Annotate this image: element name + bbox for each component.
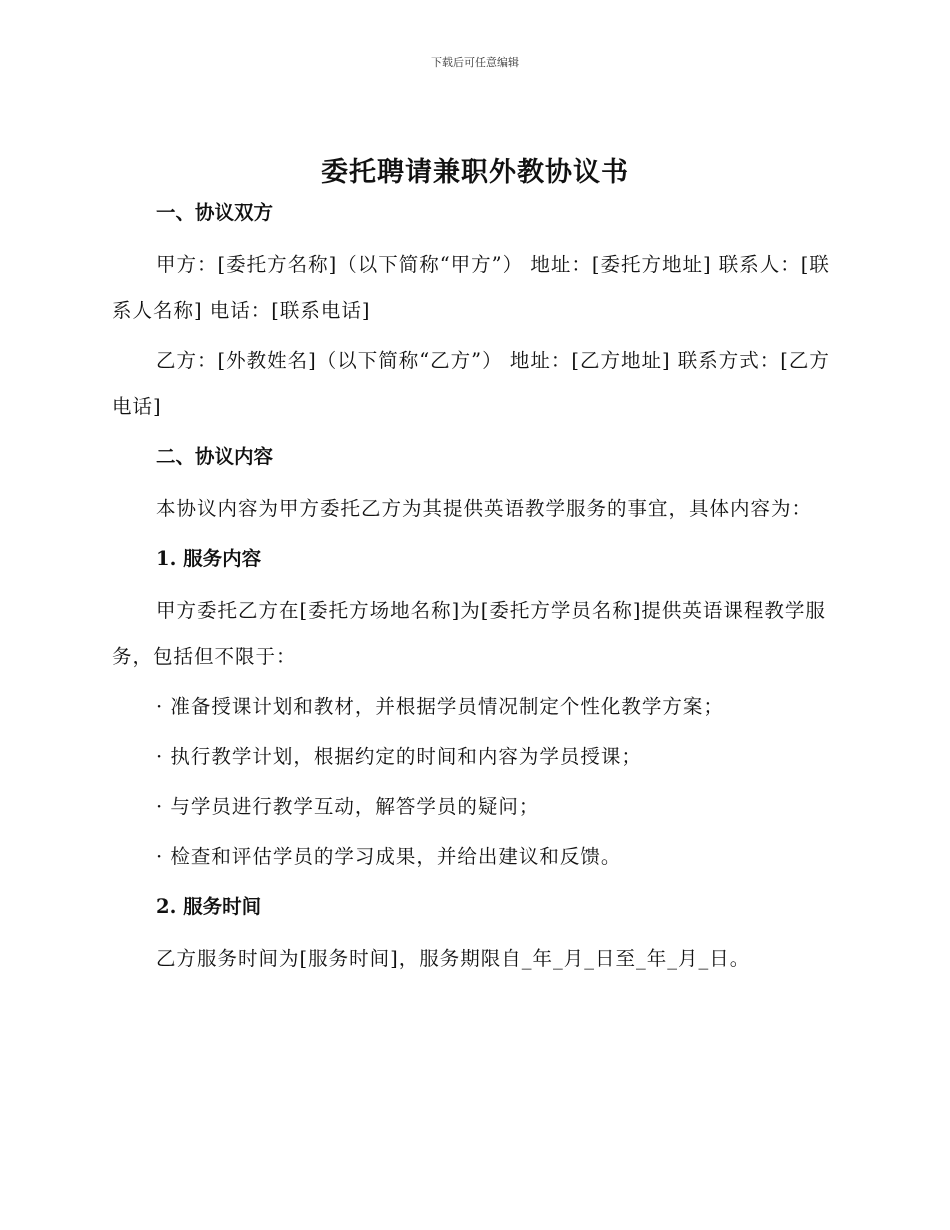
service-intro-paragraph: 甲方委托乙方在[委托方场地名称]为[委托方学员名称]提供英语课程教学服务，包括但不限于： (112, 599, 826, 668)
list-item: · 执行教学计划，根据约定的时间和内容为学员授课； (156, 745, 642, 768)
service-time-paragraph: 乙方服务时间为[服务时间]，服务期限自_年_月_日至_年_月_日。 (156, 947, 751, 970)
document-title: 委托聘请兼职外教协议书 (321, 157, 629, 188)
list-item: · 准备授课计划和教材，并根据学员情况制定个性化教学方案； (156, 695, 724, 718)
header-note: 下载后可任意编辑 (431, 56, 519, 69)
document-body (112, 190, 834, 986)
party-a-paragraph: 甲方：[委托方名称]（以下简称“甲方”） 地址：[委托方地址] 联系人：[联系人名称] 电话：[联系电话] (112, 253, 830, 322)
list-item: · 检查和评估学员的学习成果，并给出建议和反馈。 (156, 845, 622, 868)
section-heading-service: 1. 服务内容 (156, 547, 262, 570)
list-item: · 与学员进行教学互动，解答学员的疑问； (156, 795, 540, 818)
party-b-paragraph: 乙方：[外教姓名]（以下简称“乙方”） 地址：[乙方地址] 联系方式：[乙方电话] (112, 349, 830, 418)
section-heading-content: 二、协议内容 (156, 445, 274, 468)
section-heading-parties: 一、协议双方 (156, 201, 274, 224)
section-heading-time: 2. 服务时间 (156, 895, 262, 918)
content-intro-paragraph: 本协议内容为甲方委托乙方为其提供英语教学服务的事宜，具体内容为： (156, 497, 813, 520)
